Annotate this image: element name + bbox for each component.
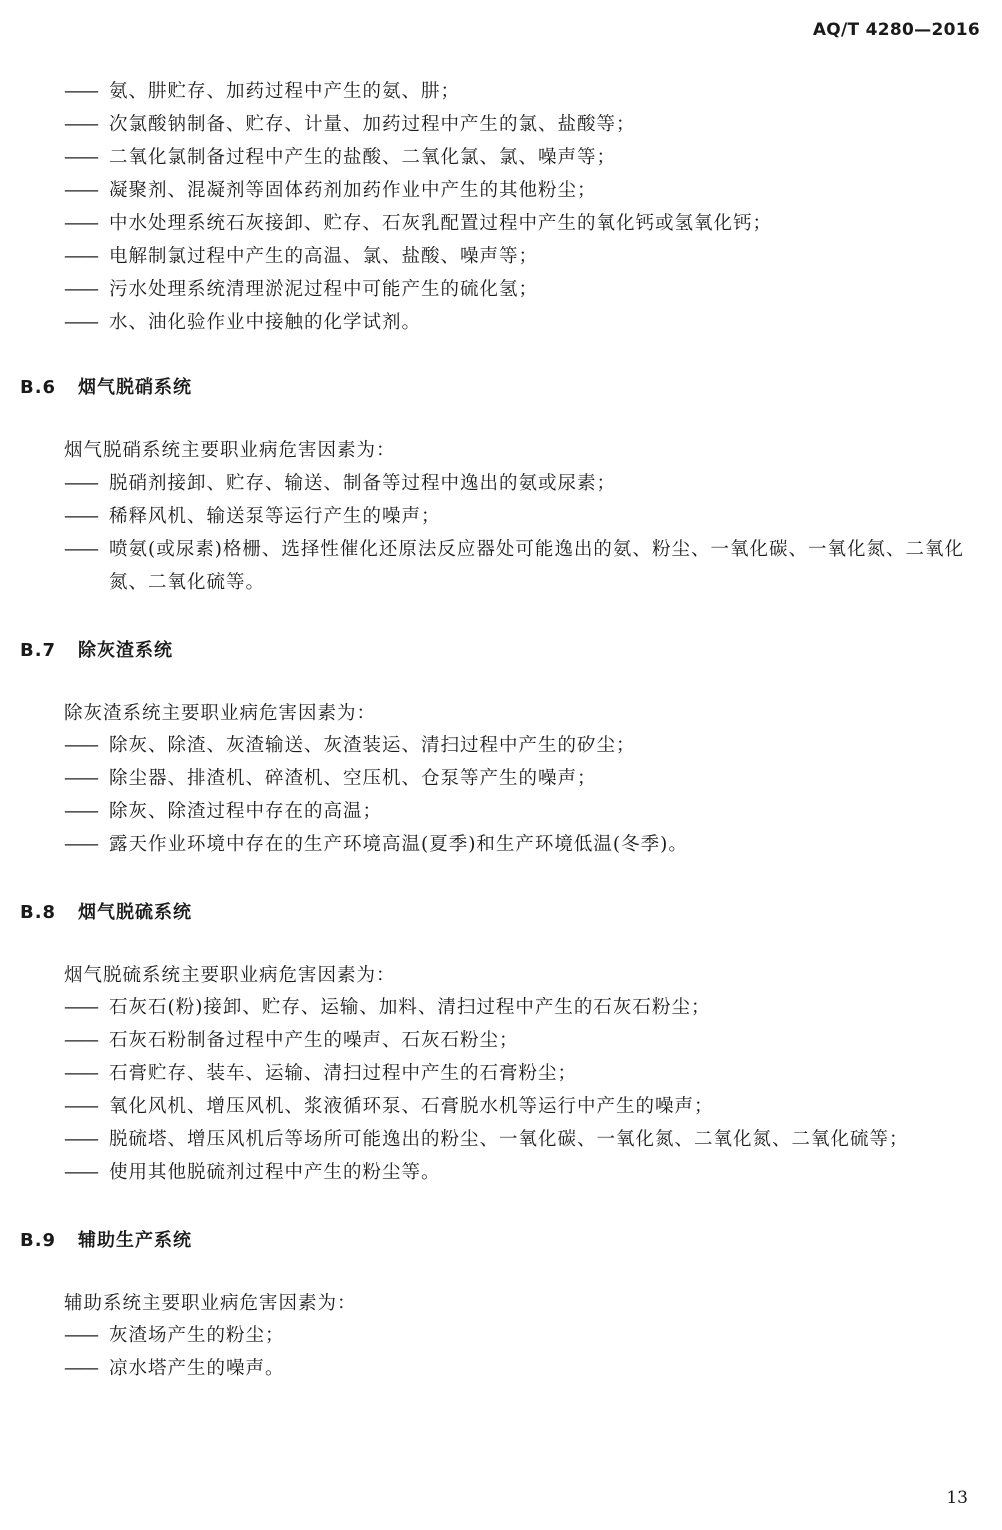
section-b7-list (64, 729, 984, 861)
section-heading-b7 (20, 636, 173, 662)
list-item: —— 脱硫塔、增压风机后等场所可能逸出的粉尘、一氧化碳、一氧化氮、二氧化氮、二氧化硫等； (64, 1123, 984, 1156)
section-title: 除灰渣系统 (78, 640, 173, 661)
page-number: 13 (946, 1488, 968, 1508)
list-item: —— 石灰石粉制备过程中产生的噪声、石灰石粉尘； (64, 1024, 984, 1057)
section-heading-b8 (20, 898, 192, 924)
section-title: 烟气脱硝系统 (78, 377, 192, 398)
list-item: —— 石灰石(粉)接卸、贮存、运输、加料、清扫过程中产生的石灰石粉尘； (64, 991, 984, 1024)
list-item: —— 凝聚剂、混凝剂等固体药剂加药作业中产生的其他粉尘； (64, 174, 984, 207)
section-intro: 烟气脱硫系统主要职业病危害因素为： (64, 965, 396, 986)
section-b9-list (64, 1319, 984, 1385)
list-item: —— 除灰、除渣、灰渣输送、灰渣装运、清扫过程中产生的矽尘； (64, 729, 984, 762)
header-standard-code: AQ/T 4280—2016 (812, 20, 980, 40)
section-number: B.6 (20, 377, 57, 398)
list-item: —— 灰渣场产生的粉尘； (64, 1319, 984, 1352)
list-item: —— 使用其他脱硫剂过程中产生的粉尘等。 (64, 1156, 984, 1189)
section-number: B.9 (20, 1230, 57, 1251)
list-item: —— 喷氨(或尿素)格栅、选择性催化还原法反应器处可能逸出的氨、粉尘、一氧化碳、一氧化氮、二氧化氮、二氧化硫等。 (64, 533, 984, 599)
list-item: —— 除尘器、排渣机、碎渣机、空压机、仓泵等产生的噪声； (64, 762, 984, 795)
section-number: B.7 (20, 640, 57, 661)
list-item: —— 氧化风机、增压风机、浆液循环泵、石膏脱水机等运行中产生的噪声； (64, 1090, 984, 1123)
section-title: 烟气脱硫系统 (78, 902, 192, 923)
section-heading-b9 (20, 1226, 192, 1252)
list-item: —— 露天作业环境中存在的生产环境高温(夏季)和生产环境低温(冬季)。 (64, 828, 984, 861)
section-title: 辅助生产系统 (78, 1230, 192, 1251)
list-item: —— 稀释风机、输送泵等运行产生的噪声； (64, 500, 984, 533)
list-item: —— 石膏贮存、装车、运输、清扫过程中产生的石膏粉尘； (64, 1057, 984, 1090)
section-heading-b6 (20, 373, 192, 399)
list-item: —— 水、油化验作业中接触的化学试剂。 (64, 306, 984, 339)
list-item: —— 二氧化氯制备过程中产生的盐酸、二氧化氯、氯、噪声等； (64, 141, 984, 174)
top-hazard-list (64, 75, 984, 339)
list-item: —— 污水处理系统清理淤泥过程中可能产生的硫化氢； (64, 273, 984, 306)
section-number: B.8 (20, 902, 57, 923)
list-item: —— 次氯酸钠制备、贮存、计量、加药过程中产生的氯、盐酸等； (64, 108, 984, 141)
list-item: —— 氨、肼贮存、加药过程中产生的氨、肼； (64, 75, 984, 108)
section-b6-list (64, 467, 984, 599)
section-intro: 烟气脱硝系统主要职业病危害因素为： (64, 440, 396, 461)
section-intro: 除灰渣系统主要职业病危害因素为： (64, 703, 377, 724)
section-intro: 辅助系统主要职业病危害因素为： (64, 1293, 357, 1314)
list-item: —— 脱硝剂接卸、贮存、输送、制备等过程中逸出的氨或尿素； (64, 467, 984, 500)
list-item: —— 凉水塔产生的噪声。 (64, 1352, 984, 1385)
list-item: —— 中水处理系统石灰接卸、贮存、石灰乳配置过程中产生的氧化钙或氢氧化钙； (64, 207, 984, 240)
list-item: —— 除灰、除渣过程中存在的高温； (64, 795, 984, 828)
section-b8-list (64, 991, 984, 1189)
list-item: —— 电解制氯过程中产生的高温、氯、盐酸、噪声等； (64, 240, 984, 273)
